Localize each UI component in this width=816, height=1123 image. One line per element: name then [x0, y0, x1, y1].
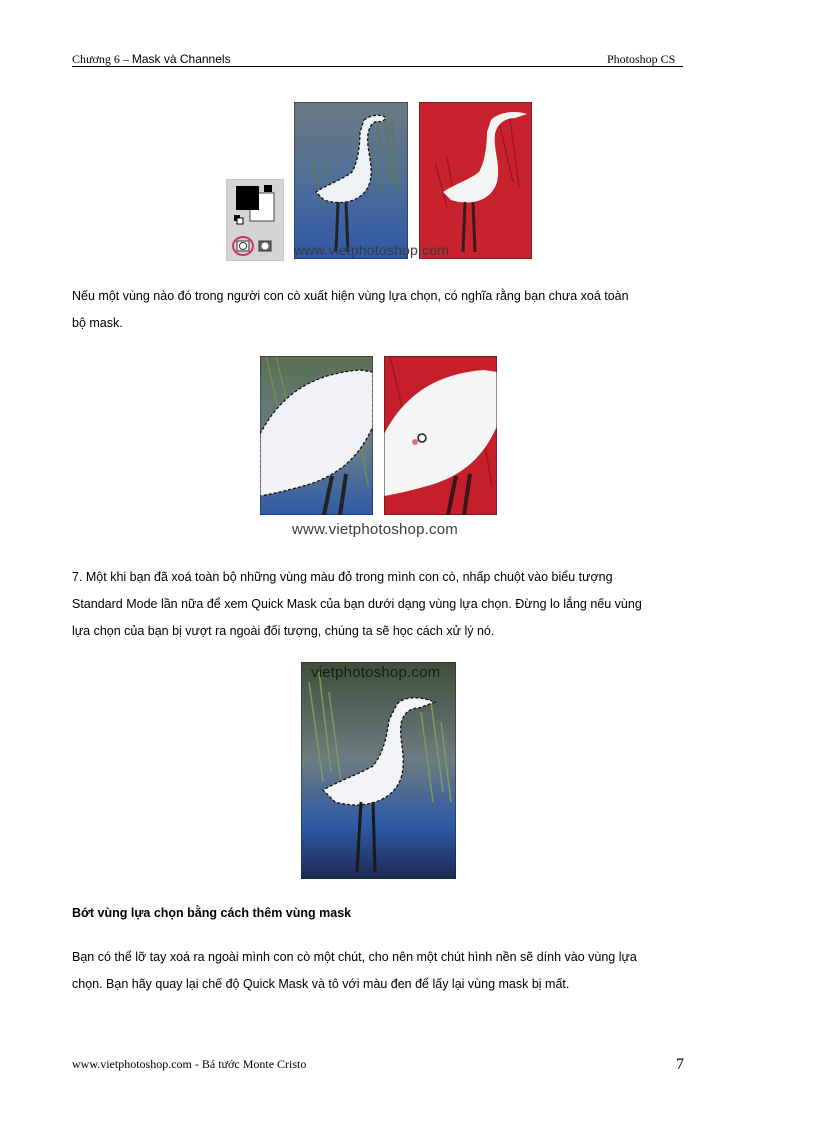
- egret-selection-photo: [301, 662, 456, 879]
- footer-credit: www.vietphotoshop.com - Bá tước Monte Cristo: [72, 1057, 307, 1071]
- egret-closeup-selection: [260, 356, 373, 515]
- paragraph-1-line-1: Nếu một vùng nào đó trong người con cò xuất hiện vùng lựa chọn, có nghĩa rằng bạn chưa xoá toàn: [72, 289, 629, 303]
- figure-3-watermark: vietphotoshop.com: [311, 664, 441, 681]
- paragraph-2: [72, 564, 642, 645]
- running-header-chapter: [72, 52, 231, 67]
- egret-photo-selection: [294, 102, 408, 259]
- paragraph-1: [72, 283, 629, 337]
- paragraph-2-line-1: 7. Một khi bạn đã xoá toàn bộ những vùng màu đỏ trong mình con cò, nhấp chuột vào biểu tượng: [72, 570, 613, 584]
- paragraph-2-line-3: lựa chọn của bạn bị vượt ra ngoài đối tượng, chúng ta sẽ học cách xử lý nó.: [72, 624, 495, 638]
- figure-2-watermark: www.vietphotoshop.com: [292, 521, 458, 538]
- egret-closeup-quick-mask: [384, 356, 497, 515]
- running-header-book: Photoshop CS: [607, 52, 676, 66]
- paragraph-3: [72, 944, 637, 998]
- figure-1: [226, 102, 532, 264]
- header-rule: [72, 66, 683, 67]
- paragraph-2-line-2: Standard Mode lần nữa để xem Quick Mask của bạn dưới dạng vùng lựa chọn. Đừng lo lắng nếu vùng: [72, 597, 642, 611]
- paragraph-3-line-1: Bạn có thể lỡ tay xoá ra ngoài mình con cò một chút, cho nên một chút hình nền sẽ dính vào vùng lựa: [72, 950, 637, 964]
- quick-mask-mode-icon[interactable]: [232, 235, 282, 257]
- egret-photo-quick-mask: [419, 102, 532, 259]
- figure-2: [258, 356, 500, 544]
- page-number: 7: [676, 1056, 684, 1073]
- figure-1-watermark: www.vietphotoshop.com: [294, 242, 450, 258]
- paragraph-3-line-2: chọn. Bạn hãy quay lại chế độ Quick Mask và tô với màu đen để lấy lại vùng mask bị mất.: [72, 977, 570, 991]
- chapter-title: Mask và Channels: [131, 52, 231, 66]
- section-heading: Bớt vùng lựa chọn bằng cách thêm vùng mask: [72, 906, 352, 920]
- figure-3: [301, 662, 456, 879]
- toolbox-snippet: [226, 179, 284, 261]
- paragraph-1-line-2: bộ mask.: [72, 316, 123, 330]
- chapter-prefix: Chương 6 –: [72, 52, 132, 66]
